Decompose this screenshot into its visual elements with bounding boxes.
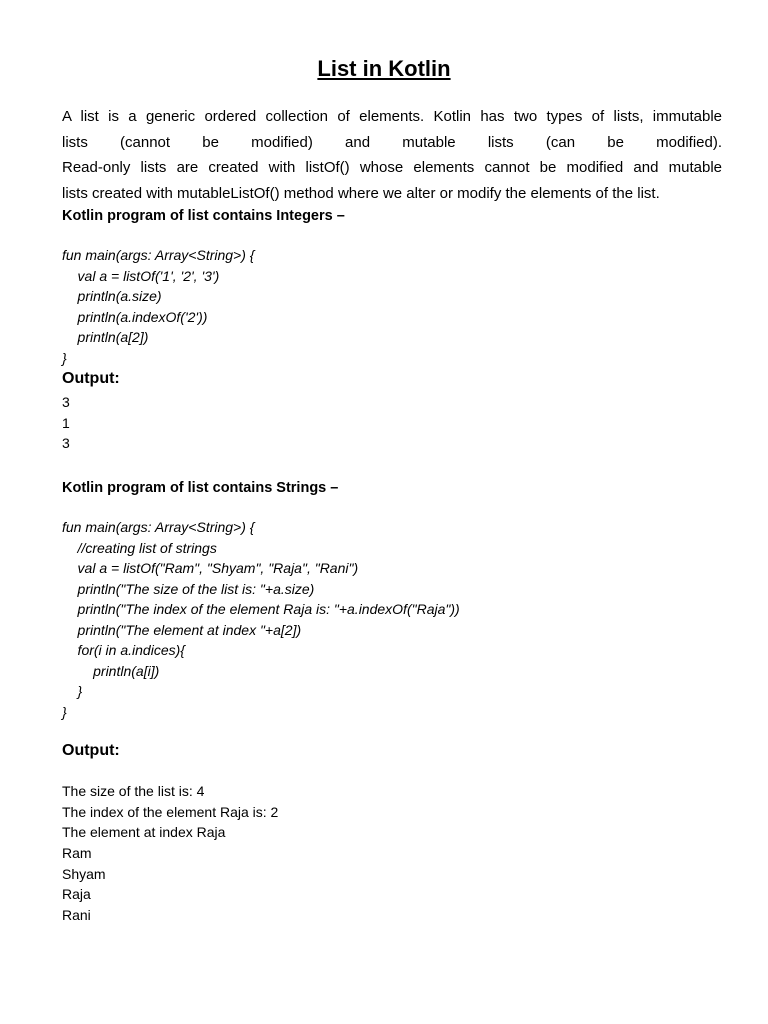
output-block-strings <box>62 781 278 926</box>
page-title: List in Kotlin <box>317 56 451 81</box>
intro-paragraph <box>62 104 722 206</box>
code-line: val a = listOf("Ram", "Shyam", "Raja", "Rani") <box>62 560 359 576</box>
intro-line: lists created with mutableListOf() method where we alter or modify the elements of the list. <box>62 184 660 202</box>
code-line: } <box>62 349 67 366</box>
code-line: println("The index of the element Raja is: "+a.indexOf("Raja")) <box>62 601 460 617</box>
output-line: 1 <box>62 414 70 431</box>
code-line: println(a.size) <box>62 288 162 304</box>
code-line: for(i in a.indices){ <box>62 642 185 658</box>
intro-line: Read-only lists are created with listOf() whose elements cannot be modified and mutable <box>62 159 722 176</box>
intro-line: A list is a generic ordered collection of elements. Kotlin has two types of lists, immutable <box>62 108 722 125</box>
code-line: } <box>62 683 83 699</box>
code-line: println("The element at index "+a[2]) <box>62 621 302 638</box>
code-line: fun main(args: Array<String>) { <box>62 519 255 535</box>
output-line: The index of the element Raja is: 2 <box>62 803 279 820</box>
output-line: Raja <box>62 886 91 903</box>
intro-line: lists (cannot be modified) and mutable lists (can be modified). <box>62 133 722 151</box>
code-line: val a = listOf('1', '2', '3') <box>62 267 220 284</box>
output-heading-strings: Output: <box>62 742 120 759</box>
code-line: //creating list of strings <box>62 539 217 556</box>
output-heading-integers: Output: <box>62 370 120 387</box>
output-line: Rani <box>62 907 91 924</box>
section-heading-integers: Kotlin program of list contains Integers – <box>62 208 345 224</box>
output-line: 3 <box>62 394 70 410</box>
code-block-integers <box>62 245 254 368</box>
section-heading-strings: Kotlin program of list contains Strings – <box>62 480 339 496</box>
output-block-integers <box>62 392 70 454</box>
code-block-strings <box>62 517 460 722</box>
code-line: fun main(args: Array<String>) { <box>62 247 255 263</box>
output-line: 3 <box>62 435 70 452</box>
output-line: The size of the list is: 4 <box>62 783 205 799</box>
output-line: Ram <box>62 845 92 862</box>
code-line: } <box>62 703 67 720</box>
code-line: println(a[i]) <box>62 662 160 679</box>
code-line: println(a[2]) <box>62 329 149 345</box>
code-line: println(a.indexOf('2')) <box>62 308 208 325</box>
output-line: Shyam <box>62 865 106 882</box>
code-line: println("The size of the list is: "+a.size) <box>62 580 315 597</box>
output-line: The element at index Raja <box>62 824 226 841</box>
